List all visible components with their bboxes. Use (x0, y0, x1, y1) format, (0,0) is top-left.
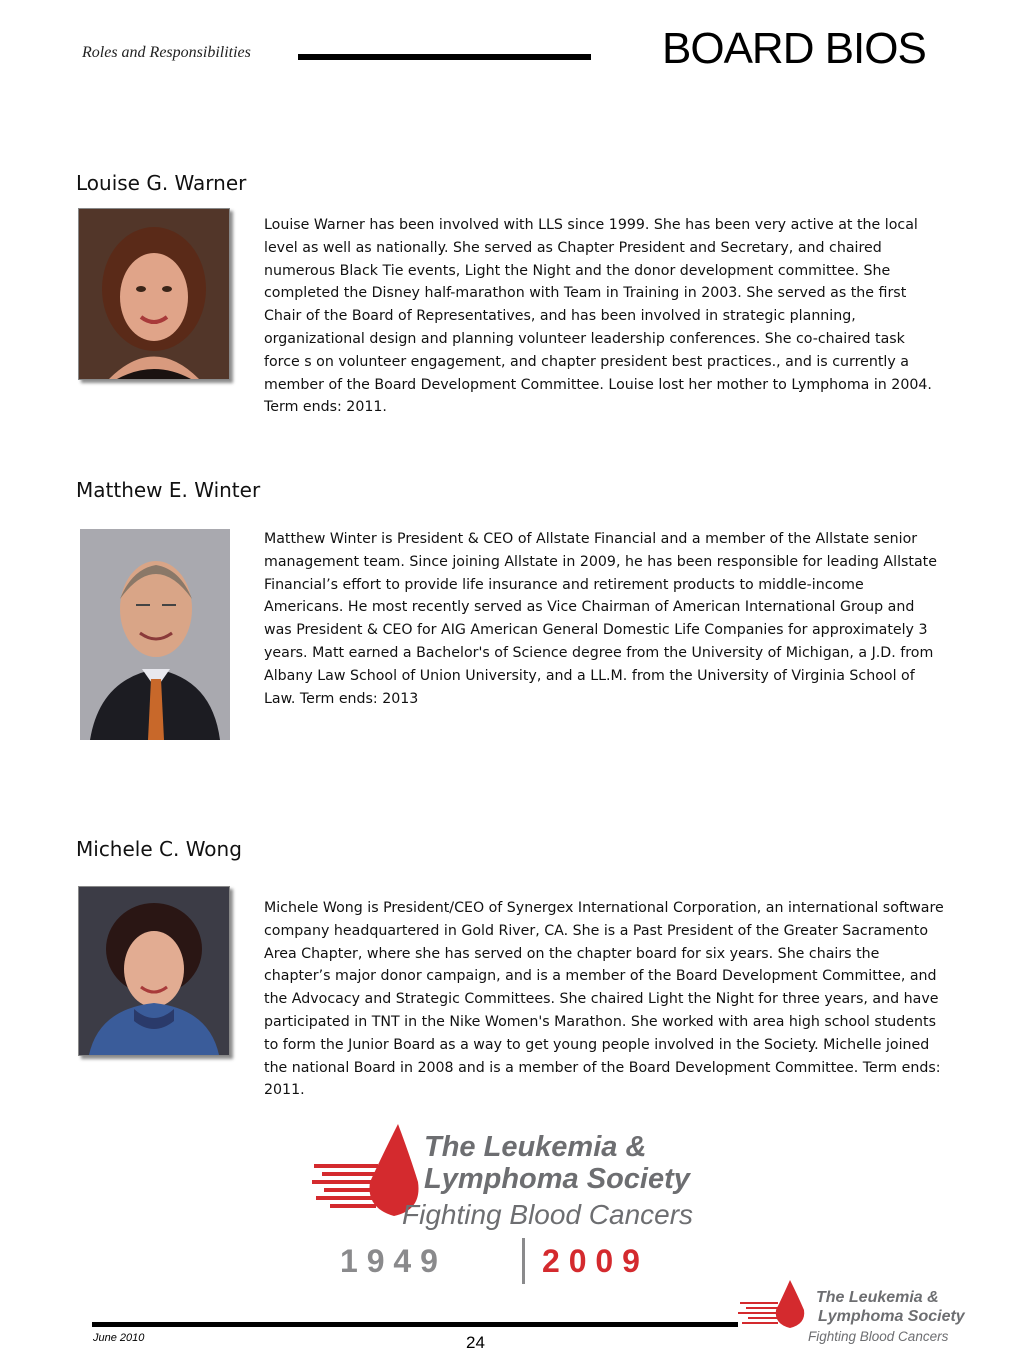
section-label: Roles and Responsibilities (82, 44, 251, 61)
lls-anniversary-logo (310, 1120, 720, 1290)
portrait-man-icon (80, 529, 230, 740)
page-number: 24 (466, 1333, 485, 1352)
lls-corner-logo (738, 1278, 1008, 1348)
header-rule (298, 54, 591, 60)
logo-year-end: 2 0 0 9 (542, 1243, 640, 1279)
corner-logo-tagline: Fighting Blood Cancers (808, 1329, 949, 1344)
logo-line-2: Lymphoma Society (424, 1163, 690, 1195)
footer-date: June 2010 (93, 1332, 145, 1344)
bio-name-warner: Louise G. Warner (76, 171, 247, 195)
blood-drop-logo-icon (310, 1120, 720, 1290)
page-title: BOARD BIOS (662, 24, 926, 73)
bio-name-wong: Michele C. Wong (76, 837, 242, 861)
corner-logo-line-2: Lymphoma Society (818, 1308, 965, 1325)
corner-logo-line-1: The Leukemia & (816, 1289, 939, 1306)
bio-name-winter: Matthew E. Winter (76, 478, 261, 502)
logo-line-1: The Leukemia & (424, 1131, 647, 1163)
portrait-woman-icon (79, 887, 229, 1055)
bio-text-winter: Matthew Winter is President & CEO of Allstate Financial and a member of the Allstate senior management team. Since joining Allstate in 2009, he has been responsible for leading Allstate Financial’s effort to provide life insurance and retirement products to middle-income Americans. He most recently served as Vice Chairman of American International Group and was President & CEO for AIG American General Domestic Life Companies for approximately 3 years. Matt earned a Bachelor's of Science degree from the University of Michigan, a J.D. from Albany Law School of Union University, and a LL.M. from the University of Virginia School of Law. Term ends: 2013 (264, 531, 937, 707)
photo-winter (80, 529, 230, 740)
bio-text-warner: Louise Warner has been involved with LLS since 1999. She has been very active at the local level as well as nationally. She served as Chapter President and Secretary, and chaired numerous Black Tie events, Light the Night and the donor development committee. She completed the Disney half-marathon with Team in Training in 2003. She served as the first Chair of the Board of Representatives, and has been involved in strategic planning, organizational design and planning volunteer leadership conferences. She co-chaired task force s on volunteer engagement, and chapter president best practices., and is currently a member of the Board Development Committee. Louise lost her mother to Lymphoma in 2004. Term ends: 2011. (264, 217, 932, 416)
footer-rule (92, 1322, 738, 1327)
portrait-woman-icon (79, 209, 229, 379)
photo-wong (78, 886, 230, 1056)
blood-drop-logo-icon (738, 1278, 1008, 1348)
logo-tagline: Fighting Blood Cancers (402, 1199, 694, 1230)
photo-warner (78, 208, 230, 380)
logo-year-start: 1 9 4 9 (340, 1243, 438, 1279)
bio-text-wong: Michele Wong is President/CEO of Synergex International Corporation, an international software company headquartered in Gold River, CA. She is a Past President of the Greater Sacramento Area Chapter, where she has served on the chapter board for six years. She chairs the chapter’s major donor campaign, and is a member of the Board Development Committee, and the Advocacy and Strategic Committees. She chaired Light the Night for three years, and have participated in TNT in the Nike Women's Marathon. She worked with area high school students to form the Junior Board as a way to get young people involved in the Society. Michelle joined the national Board in 2008 and is a member of the Board Development Committee. Term ends: 2011. (264, 900, 944, 1099)
